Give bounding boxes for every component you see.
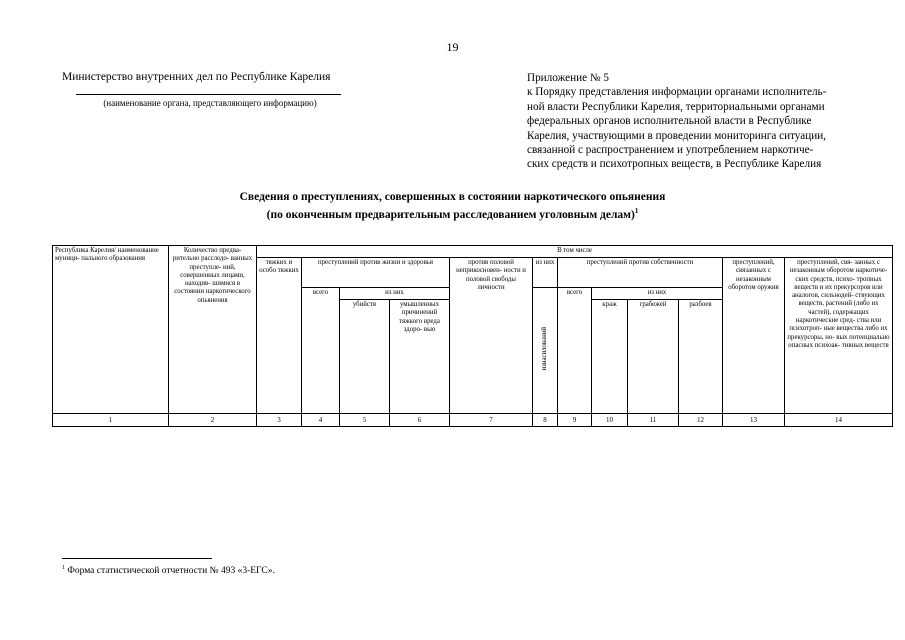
header-property: преступлений против собственности: [558, 258, 723, 288]
report-title: [0, 190, 905, 222]
column-number: 5: [340, 414, 390, 427]
report-table: [52, 245, 893, 427]
column-number: 10: [592, 414, 628, 427]
column-number: 3: [257, 414, 302, 427]
appendix-line: ских средств и психотропных веществ, в Республике Карелия: [527, 158, 822, 171]
column-number: 14: [785, 414, 893, 427]
header-property-total: всего: [558, 288, 592, 414]
header-grave: тяжких и особо тяжких: [257, 258, 302, 414]
header-crimes-count: Количество предва- рительно расследо- ванных преступле- ний, совершенных лицами, находив- шимися в состоянии наркотического опьянения: [169, 246, 257, 414]
appendix-line: Карелия, участвующими в проведении мониторинга ситуации,: [527, 129, 826, 142]
column-numbers-row: [53, 414, 893, 427]
ministry-caption: (наименование органа, представляющего информацию): [103, 98, 317, 108]
page-number: 19: [446, 40, 459, 54]
footnote-text: Форма статистической отчетности № 493 «3-ЕГС».: [67, 566, 275, 577]
header-weapons: преступлений, связанных с незаконным оборотом оружия: [723, 258, 785, 414]
column-number: 13: [723, 414, 785, 427]
header-drugs: преступлений, свя- занных с незаконным оборотом наркотиче- ских средств, психо- тропных веществ и их прекурсоров или аналогов, сильнодей- ствующих веществ, растений (либо их частей), содержащих наркотические сред- ства или психотроп- ные вещества либо их прекурсоры, но- вых потенциально опасных психоак- тивных веществ: [785, 258, 893, 414]
header-thefts: краж: [592, 300, 628, 414]
footnote-ref: 1: [634, 207, 639, 215]
header-in-total: В том числе: [257, 246, 893, 258]
header-sexual: против половой неприкосновен- ности и половой свободы личности: [450, 258, 533, 414]
footnote-separator: [62, 558, 212, 559]
appendix-block: [527, 71, 877, 172]
appendix-line: связанной с распространением и употреблением наркотиче-: [527, 144, 814, 157]
report-title-line1: Сведения о преступлениях, совершенных в состоянии наркотического опьянения: [239, 191, 666, 203]
header-life-of-them: из них: [340, 288, 450, 300]
appendix-line: федеральных органов исполнительной власти в Республике: [527, 115, 812, 128]
ministry-underline: [76, 94, 341, 95]
column-number: 7: [450, 414, 533, 427]
header-assaults: разбоев: [679, 300, 723, 414]
header-intentional-harm: умышленных причинений тяжкого вреда здоро- вью: [390, 300, 450, 414]
footnote-mark: 1: [62, 565, 65, 571]
header-robberies: грабежей: [628, 300, 679, 414]
appendix-line: к Порядку представления информации органами исполнитель-: [527, 86, 827, 99]
column-number: 1: [53, 414, 169, 427]
header-life-total: всего: [302, 288, 340, 414]
column-number: 12: [679, 414, 723, 427]
column-number: 11: [628, 414, 679, 427]
footnote: [62, 565, 275, 576]
column-number: 4: [302, 414, 340, 427]
header-murders: убийств: [340, 300, 390, 414]
column-number: 9: [558, 414, 592, 427]
header-life-health: преступлений против жизни и здоровья: [302, 258, 450, 288]
header-municipality: Республика Карелия/ наименование муници- пального образования: [53, 246, 169, 414]
header-property-of-them: из них: [592, 288, 723, 300]
report-title-line2: (по оконченным предварительным расследованием уголовным делам)$^1$: [266, 207, 639, 221]
column-number: 8: [533, 414, 558, 427]
appendix-line: ной власти Республики Карелия, территориальными органами: [527, 100, 825, 113]
column-number: 2: [169, 414, 257, 427]
header-of-them-short: из них: [533, 258, 558, 288]
appendix-line: Приложение № 5: [527, 72, 609, 84]
header-rapes: изнасилований: [533, 288, 558, 414]
ministry-name: Министерство внутренних дел по Республике Карелия: [62, 71, 331, 83]
column-number: 6: [390, 414, 450, 427]
